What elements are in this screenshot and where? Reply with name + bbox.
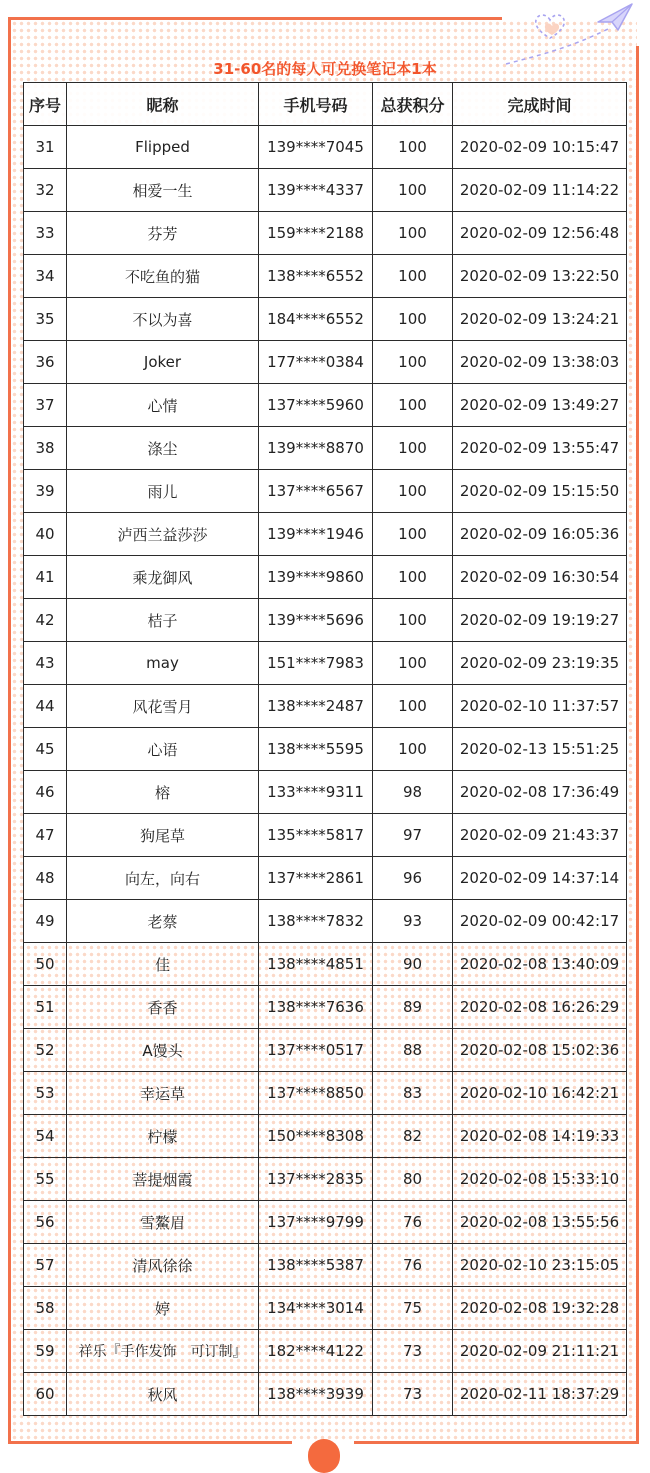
cell-points: 88	[373, 1029, 453, 1072]
cell-rank: 51	[24, 986, 67, 1029]
cell-time: 2020-02-09 12:56:48	[453, 212, 627, 255]
cell-points: 100	[373, 126, 453, 169]
header-rank: 序号	[24, 83, 67, 126]
cell-phone: 134****3014	[259, 1287, 373, 1330]
page-title: 31-60名的每人可兑换笔记本1本	[213, 60, 437, 78]
cell-nickname: 相爱一生	[67, 169, 259, 212]
frame-bottom-border-left	[8, 1441, 292, 1444]
cell-points: 100	[373, 341, 453, 384]
table-row	[24, 169, 627, 212]
table-row	[24, 857, 627, 900]
cell-nickname: 榕	[67, 771, 259, 814]
cell-nickname: 心情	[67, 384, 259, 427]
table-row	[24, 1029, 627, 1072]
cell-nickname: 心语	[67, 728, 259, 771]
table-row	[24, 943, 627, 986]
cell-time: 2020-02-09 21:11:21	[453, 1330, 627, 1373]
table-row	[24, 126, 627, 169]
cell-phone: 137****2835	[259, 1158, 373, 1201]
cell-phone: 137****9799	[259, 1201, 373, 1244]
cell-rank: 43	[24, 642, 67, 685]
cell-time: 2020-02-08 15:33:10	[453, 1158, 627, 1201]
table-row	[24, 341, 627, 384]
cell-points: 98	[373, 771, 453, 814]
cell-points: 100	[373, 255, 453, 298]
cell-time: 2020-02-09 15:15:50	[453, 470, 627, 513]
cell-phone: 138****2487	[259, 685, 373, 728]
cell-rank: 31	[24, 126, 67, 169]
cell-nickname: 香香	[67, 986, 259, 1029]
cell-phone: 138****4851	[259, 943, 373, 986]
table-row	[24, 728, 627, 771]
cell-phone: 182****4122	[259, 1330, 373, 1373]
cell-rank: 33	[24, 212, 67, 255]
cell-phone: 138****6552	[259, 255, 373, 298]
cell-time: 2020-02-08 13:55:56	[453, 1201, 627, 1244]
table-row	[24, 771, 627, 814]
table-row	[24, 642, 627, 685]
cell-nickname: 秋风	[67, 1373, 259, 1416]
frame-right-border	[636, 46, 639, 1443]
cell-phone: 139****9860	[259, 556, 373, 599]
cell-nickname: 婷	[67, 1287, 259, 1330]
cell-phone: 139****5696	[259, 599, 373, 642]
bottom-pill-decoration	[308, 1439, 340, 1473]
cell-points: 76	[373, 1244, 453, 1287]
cell-points: 100	[373, 169, 453, 212]
cell-rank: 40	[24, 513, 67, 556]
cell-rank: 60	[24, 1373, 67, 1416]
cell-points: 100	[373, 685, 453, 728]
cell-time: 2020-02-09 13:55:47	[453, 427, 627, 470]
table-row	[24, 1244, 627, 1287]
cell-phone: 138****3939	[259, 1373, 373, 1416]
cell-points: 89	[373, 986, 453, 1029]
table-row	[24, 1158, 627, 1201]
cell-phone: 139****8870	[259, 427, 373, 470]
cell-points: 76	[373, 1201, 453, 1244]
table-row	[24, 986, 627, 1029]
cell-time: 2020-02-08 14:19:33	[453, 1115, 627, 1158]
cell-nickname: 芬芳	[67, 212, 259, 255]
cell-rank: 42	[24, 599, 67, 642]
cell-phone: 150****8308	[259, 1115, 373, 1158]
cell-time: 2020-02-09 10:15:47	[453, 126, 627, 169]
cell-time: 2020-02-09 11:14:22	[453, 169, 627, 212]
cell-points: 90	[373, 943, 453, 986]
cell-phone: 151****7983	[259, 642, 373, 685]
cell-rank: 50	[24, 943, 67, 986]
cell-time: 2020-02-09 13:38:03	[453, 341, 627, 384]
cell-nickname: 不吃鱼的猫	[67, 255, 259, 298]
cell-rank: 46	[24, 771, 67, 814]
cell-rank: 54	[24, 1115, 67, 1158]
cell-nickname: 不以为喜	[67, 298, 259, 341]
cell-time: 2020-02-10 23:15:05	[453, 1244, 627, 1287]
cell-nickname: 乘龙御风	[67, 556, 259, 599]
cell-time: 2020-02-08 19:32:28	[453, 1287, 627, 1330]
cell-points: 100	[373, 427, 453, 470]
cell-phone: 177****0384	[259, 341, 373, 384]
cell-phone: 138****7636	[259, 986, 373, 1029]
cell-phone: 137****6567	[259, 470, 373, 513]
cell-nickname: 柠檬	[67, 1115, 259, 1158]
cell-time: 2020-02-10 16:42:21	[453, 1072, 627, 1115]
cell-nickname: 老蔡	[67, 900, 259, 943]
cell-time: 2020-02-11 18:37:29	[453, 1373, 627, 1416]
cell-time: 2020-02-09 19:19:27	[453, 599, 627, 642]
cell-phone: 138****5387	[259, 1244, 373, 1287]
cell-phone: 137****5960	[259, 384, 373, 427]
cell-time: 2020-02-08 16:26:29	[453, 986, 627, 1029]
cell-nickname: Joker	[67, 341, 259, 384]
cell-points: 93	[373, 900, 453, 943]
cell-phone: 139****4337	[259, 169, 373, 212]
table-row	[24, 212, 627, 255]
cell-nickname: 风花雪月	[67, 685, 259, 728]
cell-nickname: A馒头	[67, 1029, 259, 1072]
cell-nickname: 佳	[67, 943, 259, 986]
cell-time: 2020-02-09 13:22:50	[453, 255, 627, 298]
cell-points: 97	[373, 814, 453, 857]
cell-points: 100	[373, 599, 453, 642]
cell-points: 82	[373, 1115, 453, 1158]
cell-nickname: 幸运草	[67, 1072, 259, 1115]
cell-phone: 137****2861	[259, 857, 373, 900]
cell-phone: 159****2188	[259, 212, 373, 255]
cell-rank: 53	[24, 1072, 67, 1115]
cell-phone: 137****0517	[259, 1029, 373, 1072]
cell-rank: 39	[24, 470, 67, 513]
table-row	[24, 384, 627, 427]
cell-rank: 34	[24, 255, 67, 298]
cell-time: 2020-02-09 13:24:21	[453, 298, 627, 341]
cell-time: 2020-02-09 00:42:17	[453, 900, 627, 943]
cell-phone: 139****1946	[259, 513, 373, 556]
cell-time: 2020-02-10 11:37:57	[453, 685, 627, 728]
frame-bottom-border-right	[354, 1441, 639, 1444]
cell-phone: 133****9311	[259, 771, 373, 814]
table-row	[24, 470, 627, 513]
cell-rank: 32	[24, 169, 67, 212]
table-row	[24, 298, 627, 341]
frame-left-border	[8, 18, 11, 1443]
cell-rank: 45	[24, 728, 67, 771]
cell-time: 2020-02-09 16:05:36	[453, 513, 627, 556]
table-row	[24, 556, 627, 599]
cell-points: 100	[373, 556, 453, 599]
cell-time: 2020-02-09 21:43:37	[453, 814, 627, 857]
cell-time: 2020-02-08 17:36:49	[453, 771, 627, 814]
cell-rank: 58	[24, 1287, 67, 1330]
cell-rank: 56	[24, 1201, 67, 1244]
cell-time: 2020-02-09 14:37:14	[453, 857, 627, 900]
table-row	[24, 1330, 627, 1373]
cell-time: 2020-02-08 13:40:09	[453, 943, 627, 986]
cell-points: 100	[373, 513, 453, 556]
cell-points: 96	[373, 857, 453, 900]
cell-rank: 41	[24, 556, 67, 599]
cell-rank: 38	[24, 427, 67, 470]
cell-time: 2020-02-09 16:30:54	[453, 556, 627, 599]
cell-phone: 184****6552	[259, 298, 373, 341]
header-points: 总获积分	[373, 83, 453, 126]
cell-points: 100	[373, 470, 453, 513]
table-header-row	[24, 83, 627, 126]
cell-points: 73	[373, 1330, 453, 1373]
cell-points: 75	[373, 1287, 453, 1330]
cell-time: 2020-02-13 15:51:25	[453, 728, 627, 771]
cell-rank: 48	[24, 857, 67, 900]
cell-rank: 47	[24, 814, 67, 857]
cell-nickname: 雨儿	[67, 470, 259, 513]
cell-rank: 49	[24, 900, 67, 943]
header-phone: 手机号码	[259, 83, 373, 126]
cell-nickname: 桔子	[67, 599, 259, 642]
cell-points: 100	[373, 298, 453, 341]
cell-rank: 36	[24, 341, 67, 384]
table-row	[24, 900, 627, 943]
cell-points: 100	[373, 212, 453, 255]
cell-rank: 35	[24, 298, 67, 341]
cell-phone: 139****7045	[259, 126, 373, 169]
header-time: 完成时间	[453, 83, 627, 126]
cell-time: 2020-02-08 15:02:36	[453, 1029, 627, 1072]
table-row	[24, 1373, 627, 1416]
cell-rank: 37	[24, 384, 67, 427]
cell-points: 83	[373, 1072, 453, 1115]
frame-top-border	[8, 17, 502, 20]
cell-nickname: 祥乐『手作发饰 可订制』	[67, 1330, 259, 1373]
cell-points: 100	[373, 384, 453, 427]
cell-nickname: 清风徐徐	[67, 1244, 259, 1287]
cell-time: 2020-02-09 23:19:35	[453, 642, 627, 685]
cell-points: 100	[373, 642, 453, 685]
table-row	[24, 814, 627, 857]
cell-nickname: 泸西兰益莎莎	[67, 513, 259, 556]
ranking-table	[23, 82, 627, 1416]
cell-time: 2020-02-09 13:49:27	[453, 384, 627, 427]
cell-nickname: 向左，向右	[67, 857, 259, 900]
table-row	[24, 1115, 627, 1158]
cell-rank: 55	[24, 1158, 67, 1201]
cell-points: 73	[373, 1373, 453, 1416]
cell-points: 100	[373, 728, 453, 771]
cell-nickname: Flipped	[67, 126, 259, 169]
table-row	[24, 427, 627, 470]
cell-rank: 52	[24, 1029, 67, 1072]
table-row	[24, 1201, 627, 1244]
cell-phone: 135****5817	[259, 814, 373, 857]
cell-nickname: 涤尘	[67, 427, 259, 470]
cell-rank: 59	[24, 1330, 67, 1373]
cell-phone: 137****8850	[259, 1072, 373, 1115]
table-row	[24, 685, 627, 728]
cell-phone: 138****7832	[259, 900, 373, 943]
cell-nickname: 菩提烟霞	[67, 1158, 259, 1201]
cell-nickname: 雪鰲眉	[67, 1201, 259, 1244]
cell-points: 80	[373, 1158, 453, 1201]
cell-rank: 44	[24, 685, 67, 728]
cell-nickname: 狗尾草	[67, 814, 259, 857]
cell-rank: 57	[24, 1244, 67, 1287]
cell-nickname: may	[67, 642, 259, 685]
table-row	[24, 513, 627, 556]
header-nickname: 昵称	[67, 83, 259, 126]
table-row	[24, 1287, 627, 1330]
table-row	[24, 1072, 627, 1115]
cell-phone: 138****5595	[259, 728, 373, 771]
table-row	[24, 599, 627, 642]
table-row	[24, 255, 627, 298]
